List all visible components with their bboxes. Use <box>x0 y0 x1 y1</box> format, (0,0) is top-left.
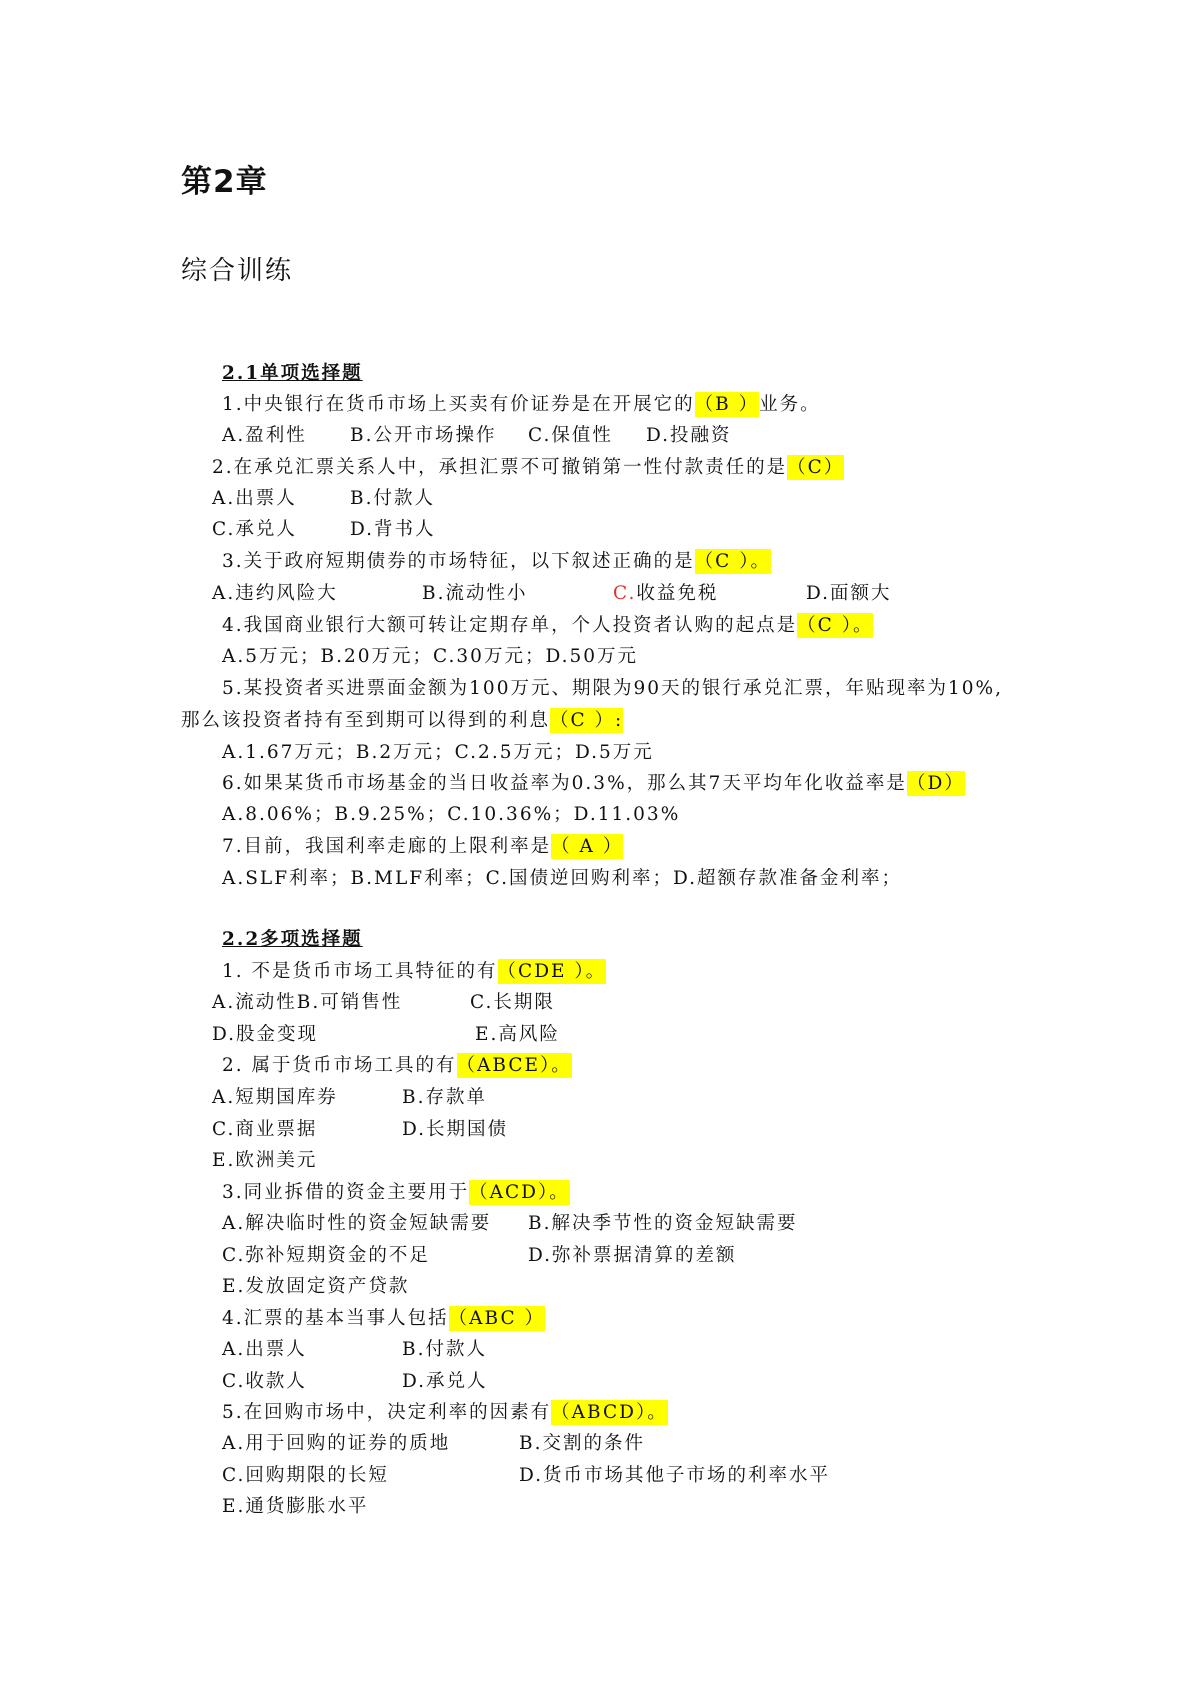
question-stem <box>222 1400 668 1426</box>
chapter-title: 第2章 <box>181 164 268 200</box>
option: A.盈利性 <box>222 425 307 446</box>
option: B.付款人 <box>350 488 435 509</box>
option: D.面额大 <box>806 583 892 604</box>
question-stem <box>222 549 771 575</box>
option: A.短期国库券 <box>212 1087 338 1108</box>
option: B.交割的条件 <box>519 1433 645 1454</box>
option: A.出票人 <box>212 488 297 509</box>
question-text: 5.在回购市场中，决定利率的因素有 <box>222 1402 552 1423</box>
option <box>613 581 718 607</box>
answer-highlight: （D） <box>906 773 965 794</box>
question-suffix: 业务。 <box>759 394 821 415</box>
option-line: A.1.67万元；B.2万元；C.2.5万元；D.5万元 <box>222 742 654 763</box>
answer-highlight: （ A ） <box>551 836 624 857</box>
option: E.高风险 <box>475 1024 560 1045</box>
option-text: 收益免税 <box>636 583 719 604</box>
option: E.欧洲美元 <box>212 1150 318 1171</box>
option: E.发放固定资产贷款 <box>222 1276 410 1297</box>
option-line: A.SLF利率；B.MLF利率；C.国债逆回购利率；D.超额存款准备金利率； <box>222 868 903 889</box>
question-text: 6.如果某货币市场基金的当日收益率为0.3%，那么其7天平均年化收益率是 <box>222 773 907 794</box>
answer-highlight: （CDE ）。 <box>497 961 607 982</box>
question-stem: 5.某投资者买进票面金额为100万元、期限为90天的银行承兑汇票，年贴现率为10%, <box>222 678 1004 699</box>
option-line <box>222 423 307 449</box>
option: E.通货膨胀水平 <box>222 1496 369 1517</box>
answer-highlight: （C ）。 <box>694 551 771 572</box>
question-text: 那么该投资者持有至到期可以得到的利息 <box>181 710 551 731</box>
question-text: 7.目前，我国利率走廊的上限利率是 <box>222 836 552 857</box>
option: A.用于回购的证券的质地 <box>222 1433 451 1454</box>
option: A.出票人 <box>222 1339 307 1360</box>
option: B.存款单 <box>402 1087 487 1108</box>
option: C.长期限 <box>470 992 555 1013</box>
option: D.承兑人 <box>402 1371 488 1392</box>
option-line: A.5万元；B.20万元；C.30万元；D.50万元 <box>222 646 639 667</box>
answer-highlight: （ABC ） <box>448 1308 545 1329</box>
option: B.流动性小 <box>422 583 528 604</box>
option: A.解决临时性的资金短缺需要 <box>222 1213 492 1234</box>
section-heading-single-choice: 2.1单项选择题 <box>222 363 363 384</box>
option: D.股金变现 <box>212 1024 319 1045</box>
option: D.货币市场其他子市场的利率水平 <box>519 1465 831 1486</box>
section-subtitle: 综合训练 <box>181 256 294 286</box>
question-stem <box>222 392 821 418</box>
option: B.解决季节性的资金短缺需要 <box>528 1213 798 1234</box>
option: C.弥补短期资金的不足 <box>222 1245 430 1266</box>
option: C.回购期限的长短 <box>222 1465 389 1486</box>
option: D.背书人 <box>350 519 436 540</box>
section-heading-multiple-choice: 2.2多项选择题 <box>222 929 363 950</box>
question-stem <box>222 834 623 860</box>
question-stem <box>222 613 873 639</box>
option: B.付款人 <box>402 1339 487 1360</box>
option: C.承兑人 <box>212 519 297 540</box>
option: C.收款人 <box>222 1371 307 1392</box>
option: A.流动性B.可销售性 <box>212 992 403 1013</box>
question-text: 2.在承兑汇票关系人中，承担汇票不可撤销第一性付款责任的是 <box>212 457 788 478</box>
answer-highlight: （C ）: <box>550 710 624 731</box>
option: B.公开市场操作 <box>350 425 497 446</box>
option: C.保值性 <box>528 425 613 446</box>
question-text: 1.中央银行在货币市场上买卖有价证券是在开展它的 <box>222 394 695 415</box>
option: D.弥补票据清算的差额 <box>528 1245 737 1266</box>
question-text: 4.我国商业银行大额可转让定期存单，个人投资者认购的起点是 <box>222 615 798 636</box>
option-line: A.8.06%；B.9.25%；C.10.36%；D.11.03% <box>222 804 681 825</box>
question-stem <box>222 1306 545 1332</box>
question-text: 3.同业拆借的资金主要用于 <box>222 1182 470 1203</box>
answer-highlight: （ACD）。 <box>469 1182 570 1203</box>
question-text: 3.关于政府短期债券的市场特征，以下叙述正确的是 <box>222 551 695 572</box>
question-stem-continued <box>181 708 623 734</box>
option: C.商业票据 <box>212 1119 318 1140</box>
answer-highlight: （C） <box>787 457 845 478</box>
question-text: 2. 属于货币市场工具的有 <box>222 1055 457 1076</box>
option: D.长期国债 <box>402 1119 509 1140</box>
answer-highlight: （ABCD）。 <box>551 1402 668 1423</box>
question-stem <box>222 1180 570 1206</box>
option: A.违约风险大 <box>212 583 338 604</box>
answer-highlight: （ABCE）。 <box>456 1055 572 1076</box>
question-stem <box>222 771 965 797</box>
question-stem <box>222 1053 572 1079</box>
question-text: 4.汇票的基本当事人包括 <box>222 1308 449 1329</box>
question-text: 1. 不是货币市场工具特征的有 <box>222 961 498 982</box>
question-stem <box>222 959 606 985</box>
option-letter-red: C. <box>613 583 637 604</box>
answer-highlight: （B ） <box>694 394 760 415</box>
answer-highlight: （C ）。 <box>797 615 874 636</box>
option: D.投融资 <box>646 425 732 446</box>
question-stem <box>212 455 844 481</box>
